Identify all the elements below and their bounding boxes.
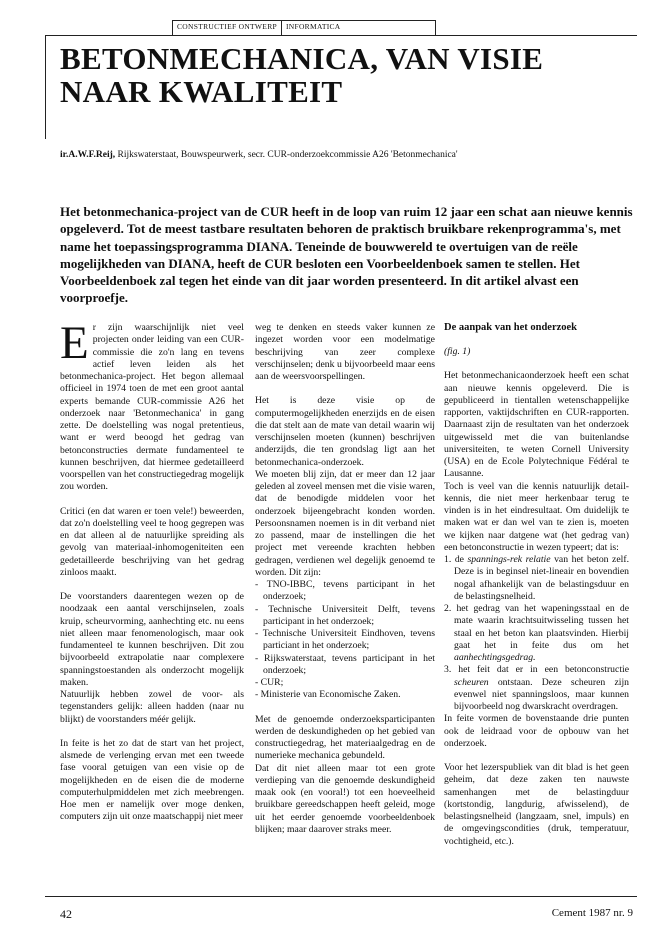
title-side-rule <box>45 35 46 139</box>
list-item: 1. de spannings-rek relatie van het beton zelf. Deze is in beginsel niet-lineair en bovendien nogal afhankelijk van de belastingsduur en de belastingsnelheid. <box>444 554 629 602</box>
paragraph: In feite vormen de bovenstaande drie punten ook de leidraad voor de opbouw van het onderzoek. <box>444 713 629 749</box>
paragraph: Toch is veel van die kennis natuurlijk detail-kennis, die niet meer herkenbaar terug te vinden is in het eindresultaat. Om duidelijk te maken wat er dan wel van te zien is, moeten we kijken naar datgene wat (het gedrag van) een betonconstructie in wezen typeert; dat is: <box>444 480 629 553</box>
article-title: BETONMECHANICA, VAN VISIE NAAR KWALITEIT <box>60 41 544 109</box>
paragraph: De voorstanders daarentegen wezen op de noodzaak een aantal verschijnselen, zoals kruip, scheurvorming, aanhechting etc. nu eens niet alleen maar fenomenologisch, maar ook fundamenteel te kunnen beschrijven. Dit zou bijvoorbeeld extrapolatie naar complexere spanningstoestanden als onderzocht mogelijk maken. <box>60 591 244 688</box>
paragraph: Het is deze visie op de computermogelijkheden enerzijds en de eisen die dat stelt aan de mate van detail waarin wij verschijnselen moeten (kunnen) beschrijven anderzijds, die ten grondslag ligt aan het betonmechanica-onderzoek. <box>255 395 435 468</box>
lead-paragraph: Het betonmechanica-project van de CUR heeft in de loop van ruim 12 jaar een schat aan nieuwe kennis opgeleverd. Tot de meest tastbare resultaten behoren de praktisch bruikbare rekenprogramma's, met name het toepassingsprogramma DIANA. Teneinde de bouwwereld te overtuigen van de reële mogelijkheden van DIANA, heeft de CUR besloten een Voorbeeldenboek samen te stellen. Het Voorbeeldenboek zal tegen het einde van dit jaar worden presenteerd. In dit artikel alvast een voorproefje. <box>60 204 633 306</box>
body-column-3 <box>444 322 629 860</box>
list-item: - Rijkswaterstaat, tevens participant in het onderzoek; <box>255 652 435 676</box>
list-item: - Ministerie van Economische Zaken. <box>255 689 401 701</box>
body-column-2 <box>255 322 435 848</box>
list-item: - TNO-IBBC, tevens participant in het onderzoek; <box>255 579 435 603</box>
footer-rule <box>45 896 637 897</box>
page-number: 42 <box>60 907 72 921</box>
list-item: - Technische Universiteit Delft, tevens participant in het onderzoek; <box>255 603 435 627</box>
figure-reference: (fig. 1) <box>444 346 471 357</box>
journal-issue: Cement 1987 nr. 9 <box>551 907 633 919</box>
paragraph: Voor het lezerspubliek van dit blad is het geen geheim, dat deze zaken ten nauwste samenhangen met de belastingduur (kortstondig, langdurig, afwisselend), de belastingsnelheid (langzaam, snel, impuls) en de omgevingscondities (druk, temperatuur, vochtigheid, etc.). <box>444 762 629 847</box>
paragraph: Met de genoemde onderzoeksparticipanten werden de deskundigheden op het gebied van constructiegedrag, het materiaalgedrag en de numerieke mechanica gebundeld. <box>255 713 435 762</box>
section-heading: De aanpak van het onderzoek <box>444 322 578 333</box>
paragraph: Dat dit niet alleen maar tot een grote verdieping van die genoemde deskundigheid maak ook (en vooral!) tot een hoeveelheid bruikbare gereedschappen heeft geleid, moge uit het eerder genoemde voorbeeldenboek blijken; maar daarover straks meer. <box>255 762 435 835</box>
list-item: - CUR; <box>255 677 284 688</box>
paragraph: In feite is het zo dat de start van het project, alsmede de verlenging ervan met een tweede fase vooral getuigen van een visie op de mogelijkheden en de eisen die de moderne computerhulpmiddelen met zich meebrengen. Hoe men er namelijk over moge denken, computers zijn uit onze maatschappij niet meer <box>60 737 244 823</box>
author-affiliation: Rijkswaterstaat, Bouwspeurwerk, secr. CUR-onderzoekcommissie A26 'Betonmechanica' <box>115 150 458 160</box>
paragraph: Het betonmechanicaonderzoek heeft een schat aan nieuwe kennis opgeleverd. Die is gepubliceerd in tientallen wetenschappelijke rapporten, vaktijdschriften en CUR-rapporten. Daarnaast zijn de resultaten van het onderzoek uitgewisseld met die van buitenlandse universiteiten, te weten Cornell University (USA) en de Ecole Polytechnique Fédéral te Lausanne. <box>444 370 629 480</box>
list-item: 2. het gedrag van het wapeningsstaal en de mate waarin krachtsuitwisseling tussen het staal en het beton kan plaatsvinden. Hierbij gaat het in feite dus om het aanhechtingsgedrag. <box>444 603 629 663</box>
intro-paragraph: Er zijn waarschijnlijk niet veel projecten onder leiding van een CUR-commissie die zo'n lang en tevens actief leven leiden als het betonmechanica-project. Het begon allemaal officieel in 1974 toen de met een groot aantal experts bemande CUR-commissie A26 het onderzoek naar 'Betonmechanica' in gang zette. De doelstelling was nogal pretentieus, want er werd beoogd het gedrag van betonconstructies dermate fundamenteel te kunnen beschrijven, dat hiermee gedetailleerd voorspellen van het constructiegedrag mogelijk zou worden. <box>60 317 245 493</box>
participant-list <box>255 579 435 702</box>
drop-cap: E <box>60 317 89 369</box>
paragraph: Critici (en dat waren er toen vele!) beweerden, dat zo'n doelstelling veel te hoog gegrepen was en dat alleen al de natuurlijke spreiding als gevolg van materiaal-inhomogeniteiten een gedetailleerde beschrijving van het gedrag zinloos maakt. <box>60 505 244 578</box>
paragraph: Natuurlijk hebben zowel de voor- als tegenstanders gelijk: alleen hadden (naar nu blijkt) de voorstanders méér gelijk. <box>60 689 244 725</box>
body-column-1 <box>60 317 245 836</box>
byline <box>60 150 640 160</box>
category-header <box>172 20 436 36</box>
list-item: 3. het feit dat er in een betonconstructie scheuren ontstaan. Deze scheuren zijn evenwel niet spanningsloos, maar kunnen bijvoorbeeld nog dwarskracht overdragen. <box>444 664 630 712</box>
characteristics-list <box>444 554 629 713</box>
author-name: ir.A.W.F.Reij, <box>60 150 116 160</box>
paragraph: We moeten blij zijn, dat er meer dan 12 jaar geleden al zoveel mensen met die visie waren, dat de benodigde middelen voor het onderzoek bijeengebracht konden worden. Persoonsnamen noemen is in dit verband niet zo passend, maar de instellingen die het project met vereende krachten hebben gedragen, verdienen wel degelijk genoemd te worden. Dit zijn: <box>255 468 435 578</box>
header-rule <box>45 35 637 36</box>
list-item: - Technische Universiteit Eindhoven, tevens particiant in het onderzoek; <box>255 628 435 652</box>
category-label-constructief: CONSTRUCTIEF ONTWERP <box>173 21 282 35</box>
paragraph: weg te denken en steeds vaker kunnen ze ingezet worden voor een modelmatige beschrijving van zeer complexe verschijnselen; denk u bijvoorbeeld maar eens aan de weersvoorspellingen. <box>255 322 435 382</box>
category-label-informatica: INFORMATICA <box>285 22 341 31</box>
